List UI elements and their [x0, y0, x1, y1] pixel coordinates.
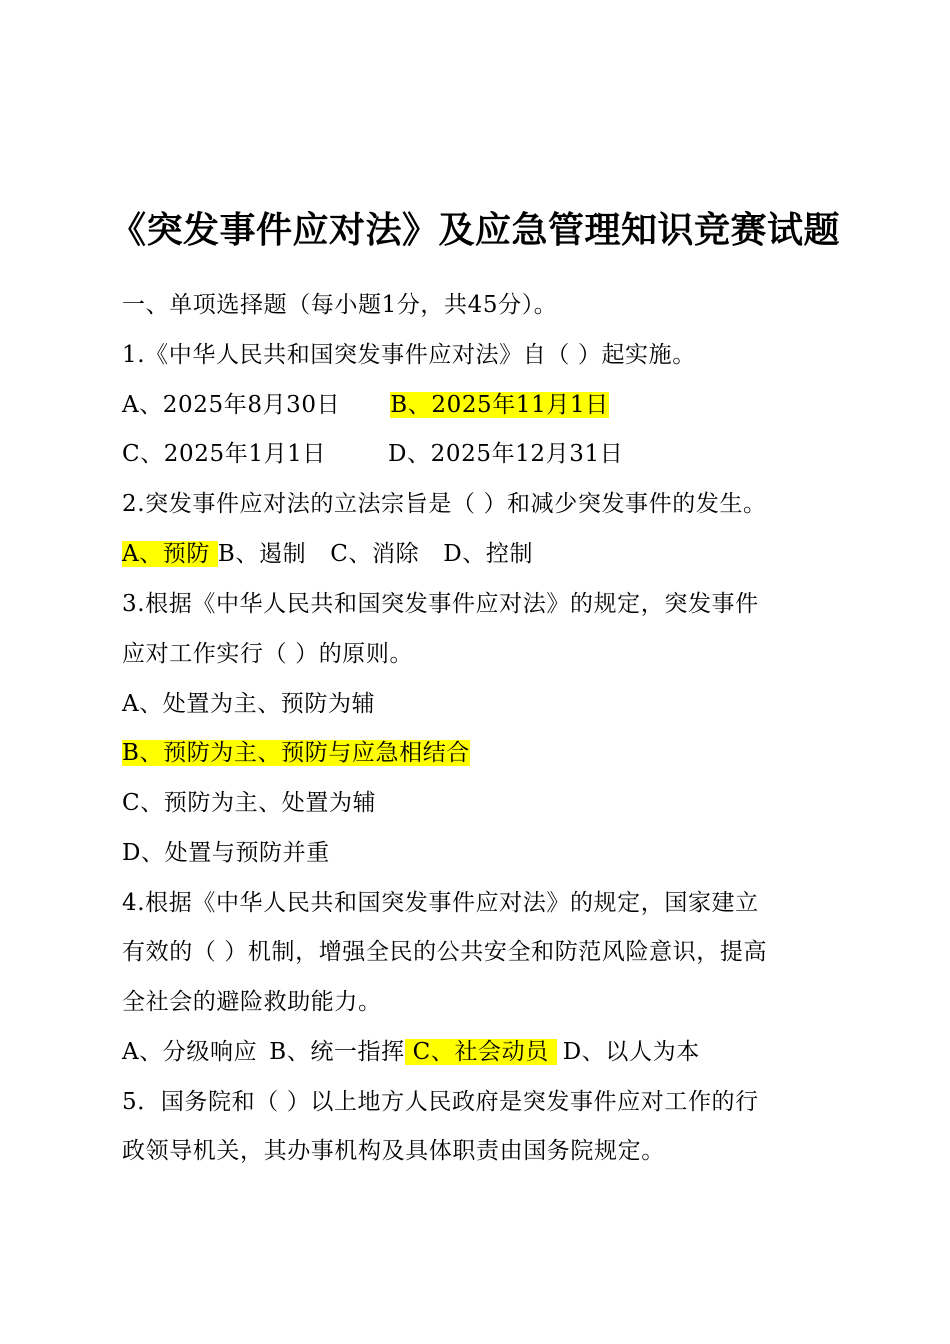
q2-option-d: D、控制 — [443, 541, 534, 567]
q3-option-d: D、处置与预防并重 — [122, 840, 330, 866]
q5-stem-line2: 政领导机关，其办事机构及具体职责由国务院规定。 — [122, 1138, 665, 1164]
q4-options — [122, 1035, 700, 1069]
q2-options — [122, 537, 533, 571]
q1-stem: 1.《中华人民共和国突发事件应对法》自（ ）起实施。 — [122, 342, 696, 368]
q4-stem-line2: 有效的（ ）机制，增强全民的公共安全和防范风险意识，提高 — [122, 939, 768, 965]
section-heading: 一、单项选择题（每小题1分，共45分）。 — [122, 292, 558, 318]
q2-option-b: B、遏制 — [217, 541, 307, 567]
q4-option-b: B、统一指挥 — [269, 1039, 405, 1065]
q2-stem: 2.突发事件应对法的立法宗旨是（ ）和减少突发事件的发生。 — [122, 491, 767, 517]
q3-option-b-answer: B、预防为主、预防与应急相结合 — [122, 740, 470, 766]
q4-stem-line3: 全社会的避险救助能力。 — [122, 989, 382, 1015]
q4-stem-line1: 4.根据《中华人民共和国突发事件应对法》的规定，国家建立 — [122, 890, 759, 916]
q1-option-b-answer: B、2025年11月1日 — [390, 392, 609, 418]
q1-option-a: A、2025年8月30日 — [122, 392, 341, 418]
document-title: 《突发事件应对法》及应急管理知识竞赛试题 — [109, 209, 840, 251]
q1-options-row1 — [122, 388, 609, 422]
q4-option-d: D、以人为本 — [562, 1039, 700, 1065]
q3-option-b-line — [122, 736, 470, 770]
q3-option-c: C、预防为主、处置为辅 — [122, 790, 377, 816]
q2-option-c: C、消除 — [330, 541, 420, 567]
q1-option-d: D、2025年12月31日 — [388, 441, 624, 467]
q3-stem-line1: 3.根据《中华人民共和国突发事件应对法》的规定，突发事件 — [122, 591, 759, 617]
q4-option-c-answer: C、社会动员 — [404, 1039, 557, 1065]
q3-option-a: A、处置为主、预防为辅 — [122, 691, 376, 717]
q5-stem-line1: 5．国务院和（ ）以上地方人民政府是突发事件应对工作的行 — [122, 1089, 759, 1115]
q4-option-a: A、分级响应 — [122, 1039, 258, 1065]
q3-stem-line2: 应对工作实行（ ）的原则。 — [122, 641, 414, 667]
q2-option-a-answer: A、预防 — [122, 541, 218, 567]
q1-options-row2 — [122, 437, 623, 471]
q1-option-c: C、2025年1月1日 — [122, 441, 326, 467]
